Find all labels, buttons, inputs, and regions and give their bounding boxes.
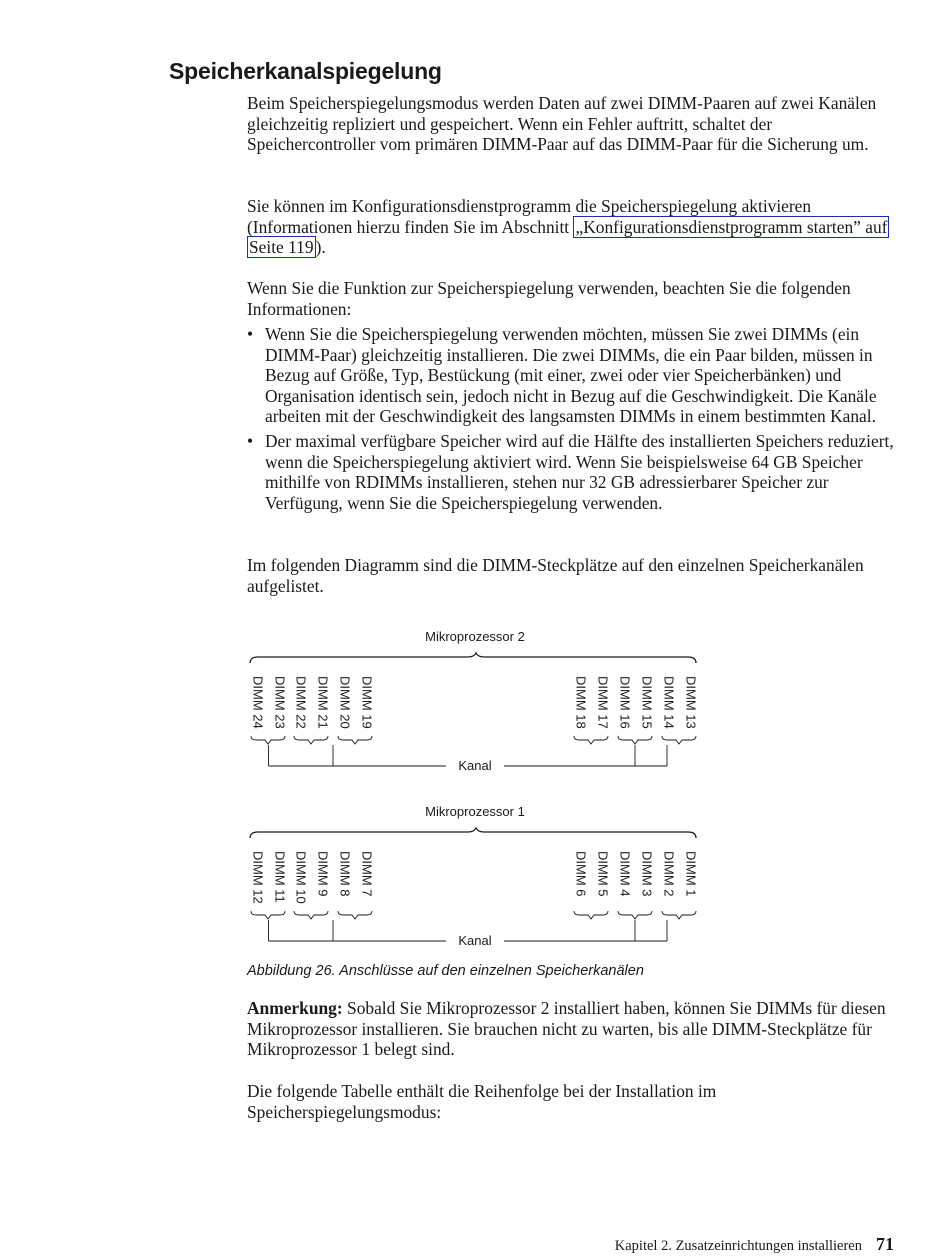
dimm-slot-label: DIMM 7 <box>359 851 375 897</box>
pair-brace <box>294 911 328 919</box>
processor-brace <box>250 653 696 663</box>
pair-brace <box>662 911 696 919</box>
dimm-slot-label: DIMM 11 <box>272 851 288 903</box>
pair-brace <box>338 736 372 744</box>
paragraph-configuration-text: Sie können im Konfigurationsdienstprogramm die Speicherspiegelung aktivieren (Informationen hierzu finden Sie im Abschnitt <box>247 196 812 237</box>
dimm-slot-label: DIMM 10 <box>293 851 309 904</box>
dimm-slot-label: DIMM 14 <box>661 676 677 729</box>
dimm-slot-label: DIMM 9 <box>315 851 331 897</box>
dimm-slot-label: DIMM 15 <box>639 676 655 729</box>
dimm-slot-label: DIMM 5 <box>595 851 611 897</box>
pair-brace <box>574 736 608 744</box>
paragraph-table-intro: Die folgende Tabelle enthält die Reihenfolge bei der Installation im Speicherspiegelungsmodus: <box>247 1081 717 1122</box>
processor-label: Mikroprozessor 2 <box>425 629 525 644</box>
channel-label: Kanal <box>458 933 492 948</box>
dimm-slot-label: DIMM 18 <box>573 676 589 729</box>
dimm-slot-label: DIMM 17 <box>595 676 611 729</box>
dimm-slot-label: DIMM 24 <box>250 676 266 729</box>
bullet-list <box>247 324 895 517</box>
processor-label: Mikroprozessor 1 <box>425 804 525 819</box>
paragraph-intro: Beim Speicherspiegelungsmodus werden Daten auf zwei DIMM-Paaren auf zwei Kanälen gleichzeitig repliziert und gespeichert. Wenn ein Fehler auftritt, schaltet der Speichercontroller vom primären DIMM-Paar auf das DIMM-Paar für die Sicherung um. <box>247 93 877 155</box>
dimm-slot-label: DIMM 2 <box>661 851 677 897</box>
note-label: Anmerkung: <box>247 998 343 1018</box>
pair-brace <box>618 911 652 919</box>
dimm-slot-label: DIMM 4 <box>617 851 633 897</box>
dimm-slot-label: DIMM 3 <box>639 851 655 897</box>
dimm-slot-label: DIMM 21 <box>315 676 331 729</box>
paragraph-configuration-end: ). <box>315 237 326 258</box>
dimm-slot-label: DIMM 1 <box>683 851 699 897</box>
paragraph-configuration <box>247 196 895 258</box>
pair-brace <box>251 911 285 919</box>
dimm-slot-label: DIMM 6 <box>573 851 589 897</box>
list-item: • Wenn Sie die Speicherspiegelung verwenden möchten, müssen Sie zwei DIMMs (ein DIMM-Paar) gleichzeitig installieren. Die zwei DIMMs, die ein Paar bilden, müssen in Bezug auf Größe, Typ, Bestückung (mit einer, zwei oder vier Speicherbänken) und Organisation identisch sein, jedoch nicht in Bezug auf die Geschwindigkeit. Die Kanäle arbeiten mit der Geschwindigkeit des langsamsten DIMMs in einem bestimmten Kanal. <box>247 324 895 427</box>
dimm-slot-label: DIMM 8 <box>337 851 353 897</box>
page-title: Speicherkanalspiegelung <box>169 58 442 84</box>
figure-caption: Abbildung 26. Anschlüsse auf den einzelnen Speicherkanälen <box>247 963 644 979</box>
note-paragraph <box>247 998 895 1060</box>
page-number: 71 <box>876 1234 894 1254</box>
page-footer <box>615 1234 894 1255</box>
pair-brace <box>338 911 372 919</box>
footer-chapter: Kapitel 2. Zusatzeinrichtungen installieren <box>614 1238 862 1254</box>
pair-brace <box>574 911 608 919</box>
processor-brace <box>250 828 696 838</box>
pair-brace <box>618 736 652 744</box>
dimm-slot-label: DIMM 20 <box>337 676 353 729</box>
list-item: • Der maximal verfügbare Speicher wird auf die Hälfte des installierten Speichers reduziert, wenn die Speicherspiegelung aktiviert wird. Wenn Sie beispielsweise 64 GB Speicher mithilfe von RDIMMs installieren, stehen nur 32 GB adressierbarer Speicher zur Verfügung, wenn Sie die Speicherspiegelung verwenden. <box>247 431 895 513</box>
note-text: Sobald Sie Mikroprozessor 2 installiert haben, können Sie DIMMs für diesen Mikroprozessor installieren. Sie brauchen nicht zu warten, bis alle DIMM-Steckplätze für Mikroprozessor 1 belegt sind. <box>247 998 886 1060</box>
pair-brace <box>662 736 696 744</box>
pair-brace <box>294 736 328 744</box>
cross-reference-link[interactable]: „Konfigurationsdienstprogramm starten” auf Seite 119 <box>249 216 888 258</box>
paragraph-notes-intro: Wenn Sie die Funktion zur Speicherspiegelung verwenden, beachten Sie die folgenden Informationen: <box>247 278 851 319</box>
dimm-slot-label: DIMM 19 <box>359 676 375 729</box>
dimm-slot-label: DIMM 13 <box>683 676 699 729</box>
channel-label: Kanal <box>458 758 492 773</box>
dimm-slot-label: DIMM 12 <box>250 851 266 904</box>
pair-brace <box>251 736 285 744</box>
paragraph-diagram-intro: Im folgenden Diagramm sind die DIMM-Steckplätze auf den einzelnen Speicherkanälen aufgelistet. <box>247 555 864 596</box>
dimm-slot-label: DIMM 22 <box>293 676 309 729</box>
dimm-slot-label: DIMM 16 <box>617 676 633 729</box>
dimm-slot-label: DIMM 23 <box>272 676 288 729</box>
